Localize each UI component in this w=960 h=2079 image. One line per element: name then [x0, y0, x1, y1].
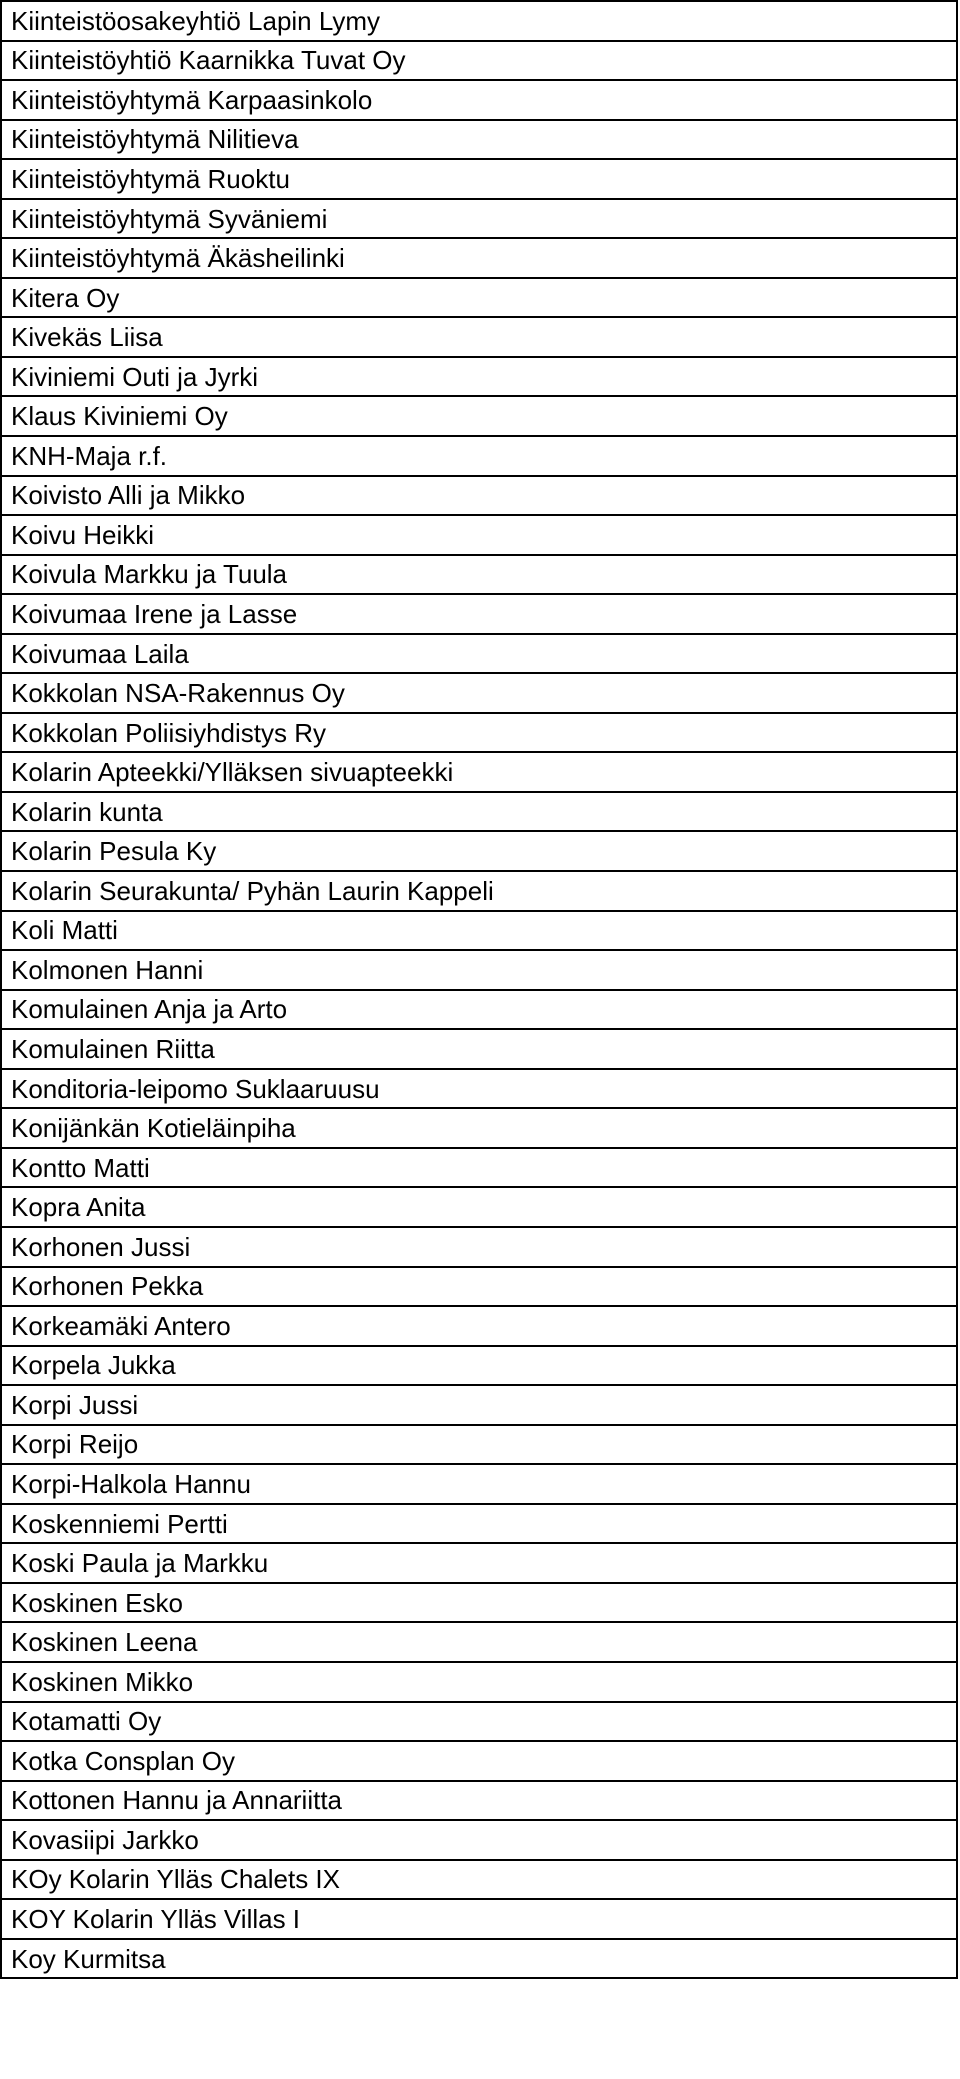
table-row [1, 80, 957, 120]
table-row [1, 1069, 957, 1109]
table-row [1, 1781, 957, 1821]
table-row [1, 1464, 957, 1504]
name-cell: Koivumaa Irene ja Lasse [1, 594, 957, 634]
table-row [1, 476, 957, 516]
table-row [1, 41, 957, 81]
table-row [1, 1, 957, 41]
table-row [1, 238, 957, 278]
table-row [1, 1939, 957, 1979]
table-row [1, 1425, 957, 1465]
name-cell: Koivisto Alli ja Mikko [1, 476, 957, 516]
name-cell: Korpela Jukka [1, 1346, 957, 1386]
name-cell: Koski Paula ja Markku [1, 1543, 957, 1583]
table-row [1, 673, 957, 713]
table-row [1, 1860, 957, 1900]
name-cell: Kokkolan NSA-Rakennus Oy [1, 673, 957, 713]
name-cell: Konditoria-leipomo Suklaaruusu [1, 1069, 957, 1109]
name-cell: Koli Matti [1, 911, 957, 951]
name-cell: Klaus Kiviniemi Oy [1, 396, 957, 436]
name-cell: KOy Kolarin Ylläs Chalets IX [1, 1860, 957, 1900]
table-row [1, 713, 957, 753]
name-cell: Kiinteistöyhtiö Kaarnikka Tuvat Oy [1, 41, 957, 81]
name-cell: Korpi-Halkola Hannu [1, 1464, 957, 1504]
name-cell: Koivu Heikki [1, 515, 957, 555]
table-row [1, 871, 957, 911]
name-cell: Kottonen Hannu ja Annariitta [1, 1781, 957, 1821]
name-cell: Kolarin Pesula Ky [1, 831, 957, 871]
table-row [1, 1543, 957, 1583]
table-row [1, 950, 957, 990]
table-row [1, 120, 957, 160]
table-row [1, 278, 957, 318]
table-row [1, 792, 957, 832]
table-row [1, 911, 957, 951]
name-cell: Kovasiipi Jarkko [1, 1820, 957, 1860]
name-cell: Koskinen Leena [1, 1622, 957, 1662]
name-cell: Kolmonen Hanni [1, 950, 957, 990]
table-row [1, 990, 957, 1030]
table-row [1, 357, 957, 397]
name-cell: Kotka Consplan Oy [1, 1741, 957, 1781]
table-row [1, 515, 957, 555]
name-cell: Kiinteistöyhtymä Ruoktu [1, 159, 957, 199]
name-cell: Kiinteistöosakeyhtiö Lapin Lymy [1, 1, 957, 41]
table-row [1, 1702, 957, 1742]
table-row [1, 159, 957, 199]
table-row [1, 1187, 957, 1227]
name-list-body [1, 1, 957, 1978]
name-cell: Konijänkän Kotieläinpiha [1, 1108, 957, 1148]
table-row [1, 1662, 957, 1702]
table-row [1, 555, 957, 595]
name-cell: Korpi Jussi [1, 1385, 957, 1425]
table-row [1, 1899, 957, 1939]
name-cell: Kiinteistöyhtymä Nilitieva [1, 120, 957, 160]
name-cell: Kopra Anita [1, 1187, 957, 1227]
name-cell: Koskinen Mikko [1, 1662, 957, 1702]
name-cell: Koivula Markku ja Tuula [1, 555, 957, 595]
name-cell: Koskinen Esko [1, 1583, 957, 1623]
table-row [1, 1385, 957, 1425]
name-cell: Komulainen Riitta [1, 1029, 957, 1069]
name-cell: Kontto Matti [1, 1148, 957, 1188]
table-row [1, 436, 957, 476]
name-cell: Korpi Reijo [1, 1425, 957, 1465]
name-cell: Kotamatti Oy [1, 1702, 957, 1742]
table-row [1, 1029, 957, 1069]
name-cell: Korkeamäki Antero [1, 1306, 957, 1346]
name-cell: Koy Kurmitsa [1, 1939, 957, 1979]
table-row [1, 1622, 957, 1662]
name-cell: Kolarin Seurakunta/ Pyhän Laurin Kappeli [1, 871, 957, 911]
name-cell: Kiinteistöyhtymä Äkäsheilinki [1, 238, 957, 278]
name-cell: KOY Kolarin Ylläs Villas I [1, 1899, 957, 1939]
table-row [1, 1820, 957, 1860]
name-cell: Korhonen Jussi [1, 1227, 957, 1267]
table-row [1, 594, 957, 634]
table-row [1, 752, 957, 792]
table-row [1, 831, 957, 871]
table-row [1, 396, 957, 436]
table-row [1, 1306, 957, 1346]
table-row [1, 1227, 957, 1267]
name-cell: Kiviniemi Outi ja Jyrki [1, 357, 957, 397]
name-cell: Kokkolan Poliisiyhdistys Ry [1, 713, 957, 753]
table-row [1, 1108, 957, 1148]
table-row [1, 1148, 957, 1188]
name-cell: KNH-Maja r.f. [1, 436, 957, 476]
name-cell: Kitera Oy [1, 278, 957, 318]
name-cell: Kiinteistöyhtymä Karpaasinkolo [1, 80, 957, 120]
name-cell: Korhonen Pekka [1, 1267, 957, 1307]
name-cell: Koivumaa Laila [1, 634, 957, 674]
name-cell: Kivekäs Liisa [1, 317, 957, 357]
name-cell: Komulainen Anja ja Arto [1, 990, 957, 1030]
table-row [1, 1504, 957, 1544]
name-cell: Kiinteistöyhtymä Syväniemi [1, 199, 957, 239]
table-row [1, 1267, 957, 1307]
table-row [1, 1583, 957, 1623]
name-cell: Kolarin Apteekki/Ylläksen sivuapteekki [1, 752, 957, 792]
table-row [1, 634, 957, 674]
name-cell: Kolarin kunta [1, 792, 957, 832]
name-cell: Koskenniemi Pertti [1, 1504, 957, 1544]
table-row [1, 317, 957, 357]
table-row [1, 1741, 957, 1781]
table-row [1, 1346, 957, 1386]
table-row [1, 199, 957, 239]
